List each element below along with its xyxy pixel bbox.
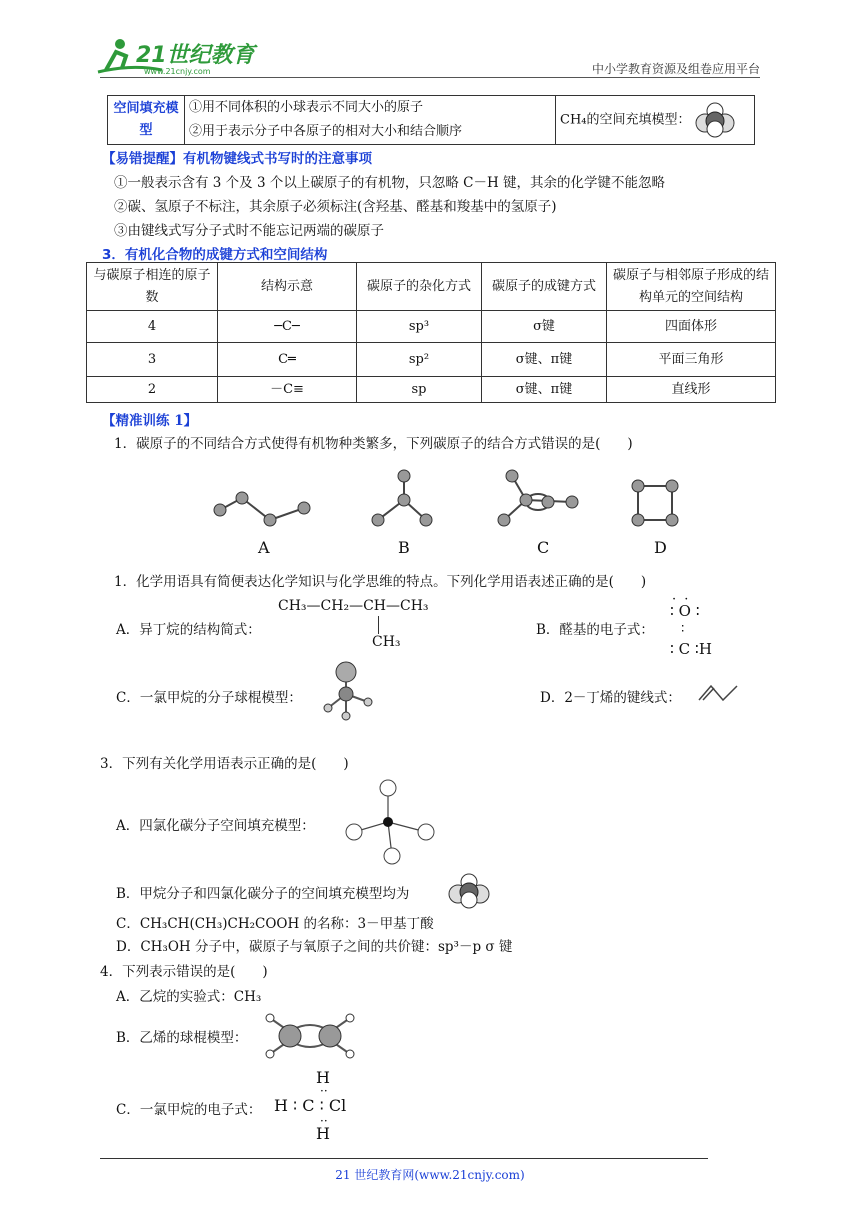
- training-title: 【精准训练 1】: [102, 413, 198, 429]
- col-header-hybrid: 碳原子的杂化方式: [357, 263, 482, 311]
- ch4-model-label: CH₄的空间充填模型：: [560, 112, 691, 128]
- q1-figure-c: [492, 466, 592, 536]
- header-platform-text: 中小学教育资源及组卷应用平台: [591, 62, 760, 76]
- cell-count: 2: [87, 377, 218, 403]
- tip-title: 【易错提醒】有机物键线式书写时的注意事项: [102, 151, 372, 167]
- space-filling-table: [107, 95, 755, 145]
- cell-struct: －C≡: [218, 377, 357, 403]
- q2-c-ball-stick: [318, 658, 378, 726]
- cell-hybrid: sp²: [357, 343, 482, 377]
- question-3: 3．下列有关化学用语表示正确的是( ): [100, 756, 349, 772]
- q2-b-O-text: O: [678, 602, 691, 620]
- cell-shape: 直线形: [607, 377, 776, 403]
- tip-item-2: ②碳、氢原子不标注，其余原子必须标注(含羟基、醛基和羧基中的氢原子): [114, 199, 557, 215]
- svg-text:www.21cnjy.com: www.21cnjy.com: [144, 67, 211, 76]
- q3-a-model: [336, 774, 442, 870]
- ch4-space-filling-model: [695, 101, 735, 139]
- q2-b-CH: ∶ C ∶H: [670, 640, 712, 658]
- question-2: 1．化学用语具有简便表达化学知识与化学思维的特点。下列化学用语表述正确的是( ): [114, 574, 647, 590]
- q4-c-H-bot: H: [316, 1124, 330, 1143]
- q4-option-b: B．乙烯的球棍模型：: [116, 1030, 248, 1046]
- q2-option-c: C．一氯甲烷的分子球棍模型：: [116, 690, 302, 706]
- cell-shape: 平面三角形: [607, 343, 776, 377]
- q4-b-ethylene-model: [262, 1008, 358, 1062]
- svg-text:21世纪教育: 21世纪教育: [136, 43, 255, 68]
- q2-d-bond-line: [697, 682, 741, 704]
- header-divider: [100, 77, 760, 78]
- q3-option-c: C．CH₃CH(CH₃)CH₂COOH 的名称：3－甲基丁酸: [116, 916, 434, 932]
- space-filling-label: 空间填充模型: [108, 96, 185, 145]
- cell-hybrid: sp³: [357, 311, 482, 343]
- table-row: [87, 377, 776, 403]
- q1-label-b: B: [398, 538, 410, 557]
- tip-item-1: ①一般表示含有 3 个及 3 个以上碳原子的有机物，只忽略 C－H 键，其余的化学键不能忽略: [114, 175, 666, 191]
- cell-shape: 四面体形: [607, 311, 776, 343]
- q4-c-H-top: H: [316, 1068, 330, 1087]
- table-row: [87, 343, 776, 377]
- col-header-count: 与碳原子相连的原子数: [87, 263, 218, 311]
- space-filling-line2: ②用于表示分子中各原子的相对大小和结合顺序: [185, 120, 556, 145]
- ch4-model-cell: [556, 96, 755, 145]
- cell-bond: σ键、π键: [482, 377, 607, 403]
- tip-item-3: ③由键线式写分子式时不能忘记两端的碳原子: [114, 223, 384, 239]
- q4-c-mid: H ∶ C ∶ Cl: [274, 1096, 347, 1115]
- q4-c-dots-top: ··: [320, 1084, 328, 1098]
- q4-option-a: A．乙烷的实验式：CH₃: [116, 989, 262, 1005]
- q1-figure-d: [626, 474, 686, 534]
- q2-option-a: A．异丁烷的结构简式：: [116, 622, 261, 638]
- cell-bond: σ键: [482, 311, 607, 343]
- q1-label-d: D: [654, 538, 667, 557]
- footer-divider: [100, 1158, 708, 1159]
- section3-title: 3．有机化合物的成键方式和空间结构: [102, 247, 328, 263]
- q4-c-dots-bot: ··: [320, 1114, 328, 1128]
- q3-option-d: D．CH₃OH 分子中，碳原子与氧原子之间的共价键：sp³－p σ 键: [116, 939, 513, 955]
- footer-text[interactable]: 21 世纪教育网(www.21cnjy.com): [335, 1168, 525, 1182]
- cell-struct: ─C─: [218, 311, 357, 343]
- q2-b-O: ∶ O ∶: [670, 602, 700, 620]
- q2-b-dots-mid: ∶: [681, 622, 685, 637]
- q1-figure-b: [366, 466, 446, 536]
- q2-b-dots-top: · ·: [672, 592, 691, 607]
- q2-b-CH-text: C ∶H: [678, 640, 712, 658]
- q2-a-formula: CH₃—CH₂—CH—CH₃: [278, 598, 429, 614]
- cell-bond: σ键、π键: [482, 343, 607, 377]
- q3-option-b: B．甲烷分子和四氯化碳分子的空间填充模型均为: [116, 886, 410, 902]
- q2-a-branch: CH₃: [372, 634, 401, 650]
- col-header-shape: 碳原子与相邻原子形成的结构单元的空间结构: [607, 263, 776, 311]
- bonding-table: [86, 262, 776, 403]
- space-filling-line1: ①用不同体积的小球表示不同大小的原子: [185, 96, 556, 121]
- col-header-struct: 结构示意: [218, 263, 357, 311]
- cell-hybrid: sp: [357, 377, 482, 403]
- q1-figure-a: [208, 462, 318, 532]
- cell-count: 3: [87, 343, 218, 377]
- q4-option-c: C．一氯甲烷的电子式：: [116, 1102, 262, 1118]
- q2-option-d: D．2－丁烯的键线式：: [540, 690, 681, 706]
- q3-b-model: [448, 872, 490, 910]
- table-row: [87, 311, 776, 343]
- cell-struct: C═: [218, 343, 357, 377]
- question-4: 4．下列表示错误的是( ): [100, 964, 268, 980]
- question-1: 1．碳原子的不同结合方式使得有机物种类繁多，下列碳原子的结合方式错误的是( ): [114, 436, 633, 452]
- cell-count: 4: [87, 311, 218, 343]
- col-header-bond: 碳原子的成键方式: [482, 263, 607, 311]
- q1-label-a: A: [258, 538, 270, 557]
- q2-option-b: B．醛基的电子式：: [536, 622, 654, 638]
- site-logo: [92, 34, 262, 78]
- q2-a-branch-bond: [378, 616, 379, 634]
- q3-option-a: A．四氯化碳分子空间填充模型：: [116, 818, 315, 834]
- q1-label-c: C: [537, 538, 550, 557]
